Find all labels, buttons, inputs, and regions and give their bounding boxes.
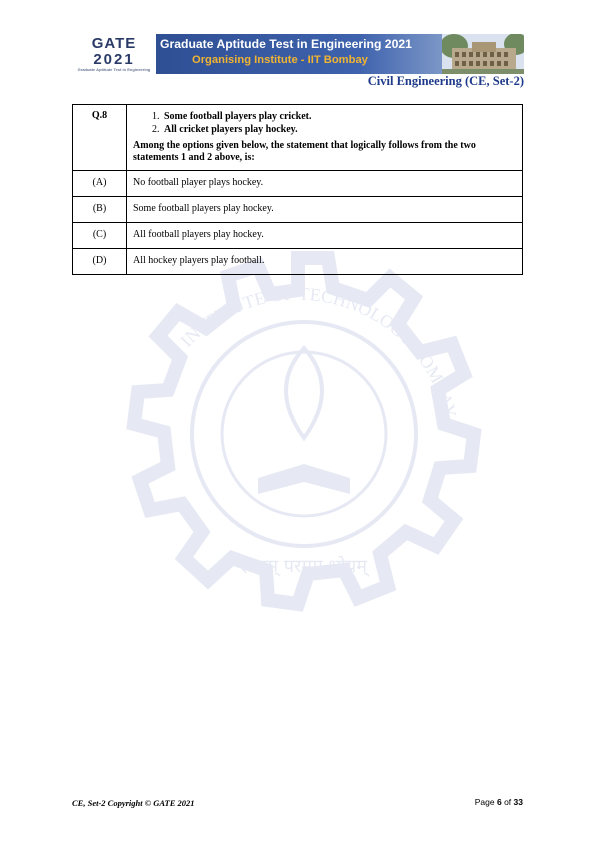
statement-1-number: 1. [152,111,160,122]
question-row [73,105,523,171]
statement-2-number: 2. [152,124,160,135]
option-row-d [73,249,523,275]
option-b-label: (B) [73,197,127,223]
option-b-text: Some football players play hockey. [127,197,523,223]
option-row-b [73,197,523,223]
logo-text-gate: GATE [91,35,137,52]
option-d-label: (D) [73,249,127,275]
logo-tagline: Graduate Aptitude Test in Engineering [77,67,151,72]
option-a-label: (A) [73,171,127,197]
page-prefix: Page [474,797,495,807]
building-image [442,34,524,74]
question-number: Q.8 [73,105,127,171]
option-c-label: (C) [73,223,127,249]
statement-2 [152,123,516,136]
page-number [475,797,523,807]
statement-2-text: All cricket players play hockey. [164,124,298,135]
question-table [72,104,523,275]
option-c-text: All football players play hockey. [127,223,523,249]
banner-title: Graduate Aptitude Test in Engineering 2021 [160,37,412,51]
question-prompt: Among the options given below, the statement that logically follows from the two statements 1 and 2 above, is: [133,140,476,163]
option-row-c [73,223,523,249]
page-header [72,34,524,74]
page-current: 6 [496,797,502,807]
header-banner [156,34,524,74]
iitb-seal-watermark [68,228,528,648]
gate-logo [72,34,156,74]
page-of: of [504,797,512,807]
paper-title: Civil Engineering (CE, Set-2) [367,74,524,88]
watermark-arc-text: INSTITUTE OF TECHNOLOGY BOMBAY [176,283,461,420]
option-a-text: No football player plays hockey. [127,171,523,197]
footer-copyright: CE, Set-2 Copyright © GATE 2021 [72,798,195,808]
page-total: 33 [513,797,523,807]
question-body [127,105,523,171]
statement-1-text: Some football players play cricket. [164,111,312,122]
watermark-motto: ज्ञानम् परमम् ध्येयम् [241,556,367,577]
option-d-text: All hockey players play football. [127,249,523,275]
statement-1 [152,110,516,123]
option-row-a [73,171,523,197]
logo-text-year: 2021 [93,51,135,68]
banner-subtitle: Organising Institute - IIT Bombay [192,54,368,66]
